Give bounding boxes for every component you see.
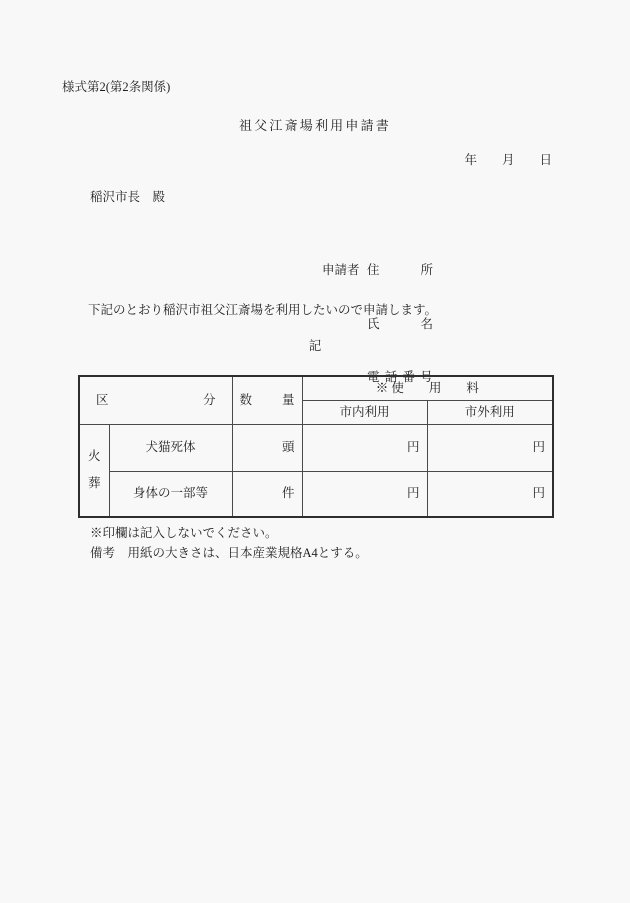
name-char-right: 名 — [420, 316, 433, 331]
table-row-cremation-animal — [79, 424, 553, 471]
outside-fee-cell: 円 — [427, 424, 553, 471]
city-fee-cell: 円 — [302, 424, 427, 471]
fee-header-cell: ※ 使 用 料 — [302, 376, 553, 400]
addressee: 稲沢市長 殿 — [90, 190, 166, 204]
document-title: 祖父江斎場利用申請書 — [238, 118, 391, 133]
fee-table — [78, 375, 554, 518]
unit-cell: 件 — [232, 471, 302, 517]
category-char-left: 区 — [96, 392, 109, 407]
body-text: 下記のとおり稲沢市祖父江斎場を利用したいので申請します。 — [88, 303, 438, 317]
form-number: 様式第2(第2条関係) — [62, 80, 171, 94]
quantity-char-right: 量 — [281, 392, 295, 407]
table-row-body-parts — [79, 471, 553, 517]
unit-cell: 頭 — [232, 424, 302, 471]
name-char-left: 氏 — [367, 316, 380, 331]
address-char-left: 住 — [367, 263, 380, 278]
item-cell: 身体の一部等 — [109, 471, 232, 517]
group-char-top: 火 — [87, 449, 101, 464]
applicant-address-row — [322, 259, 433, 283]
category-char-right: 分 — [202, 392, 216, 407]
address-field — [367, 263, 433, 278]
city-fee-cell: 円 — [302, 471, 427, 517]
category-header-cell — [79, 376, 232, 424]
quantity-char-left: 数 — [239, 392, 253, 407]
quantity-header-cell — [232, 376, 302, 424]
cremation-group-cell — [79, 424, 109, 517]
name-field — [367, 317, 433, 332]
outside-fee-cell: 円 — [427, 471, 553, 517]
city-use-header-cell: 市内利用 — [302, 400, 427, 424]
item-cell: 犬猫死体 — [109, 424, 232, 471]
note-paper-size: 備考 用紙の大きさは、日本産業規格A4とする。 — [90, 546, 368, 560]
outside-use-header-cell: 市外利用 — [427, 400, 553, 424]
header-row-1 — [79, 376, 553, 400]
applicant-label: 申請者 — [322, 263, 360, 278]
note-print-field: ※印欄は記入しないでください。 — [90, 526, 278, 540]
record-heading: 記 — [308, 339, 322, 353]
date-line: 年 月 日 — [464, 153, 552, 167]
phone-field: 電話番号 — [367, 370, 438, 385]
address-char-right: 所 — [420, 263, 433, 278]
group-char-bottom: 葬 — [87, 476, 101, 491]
